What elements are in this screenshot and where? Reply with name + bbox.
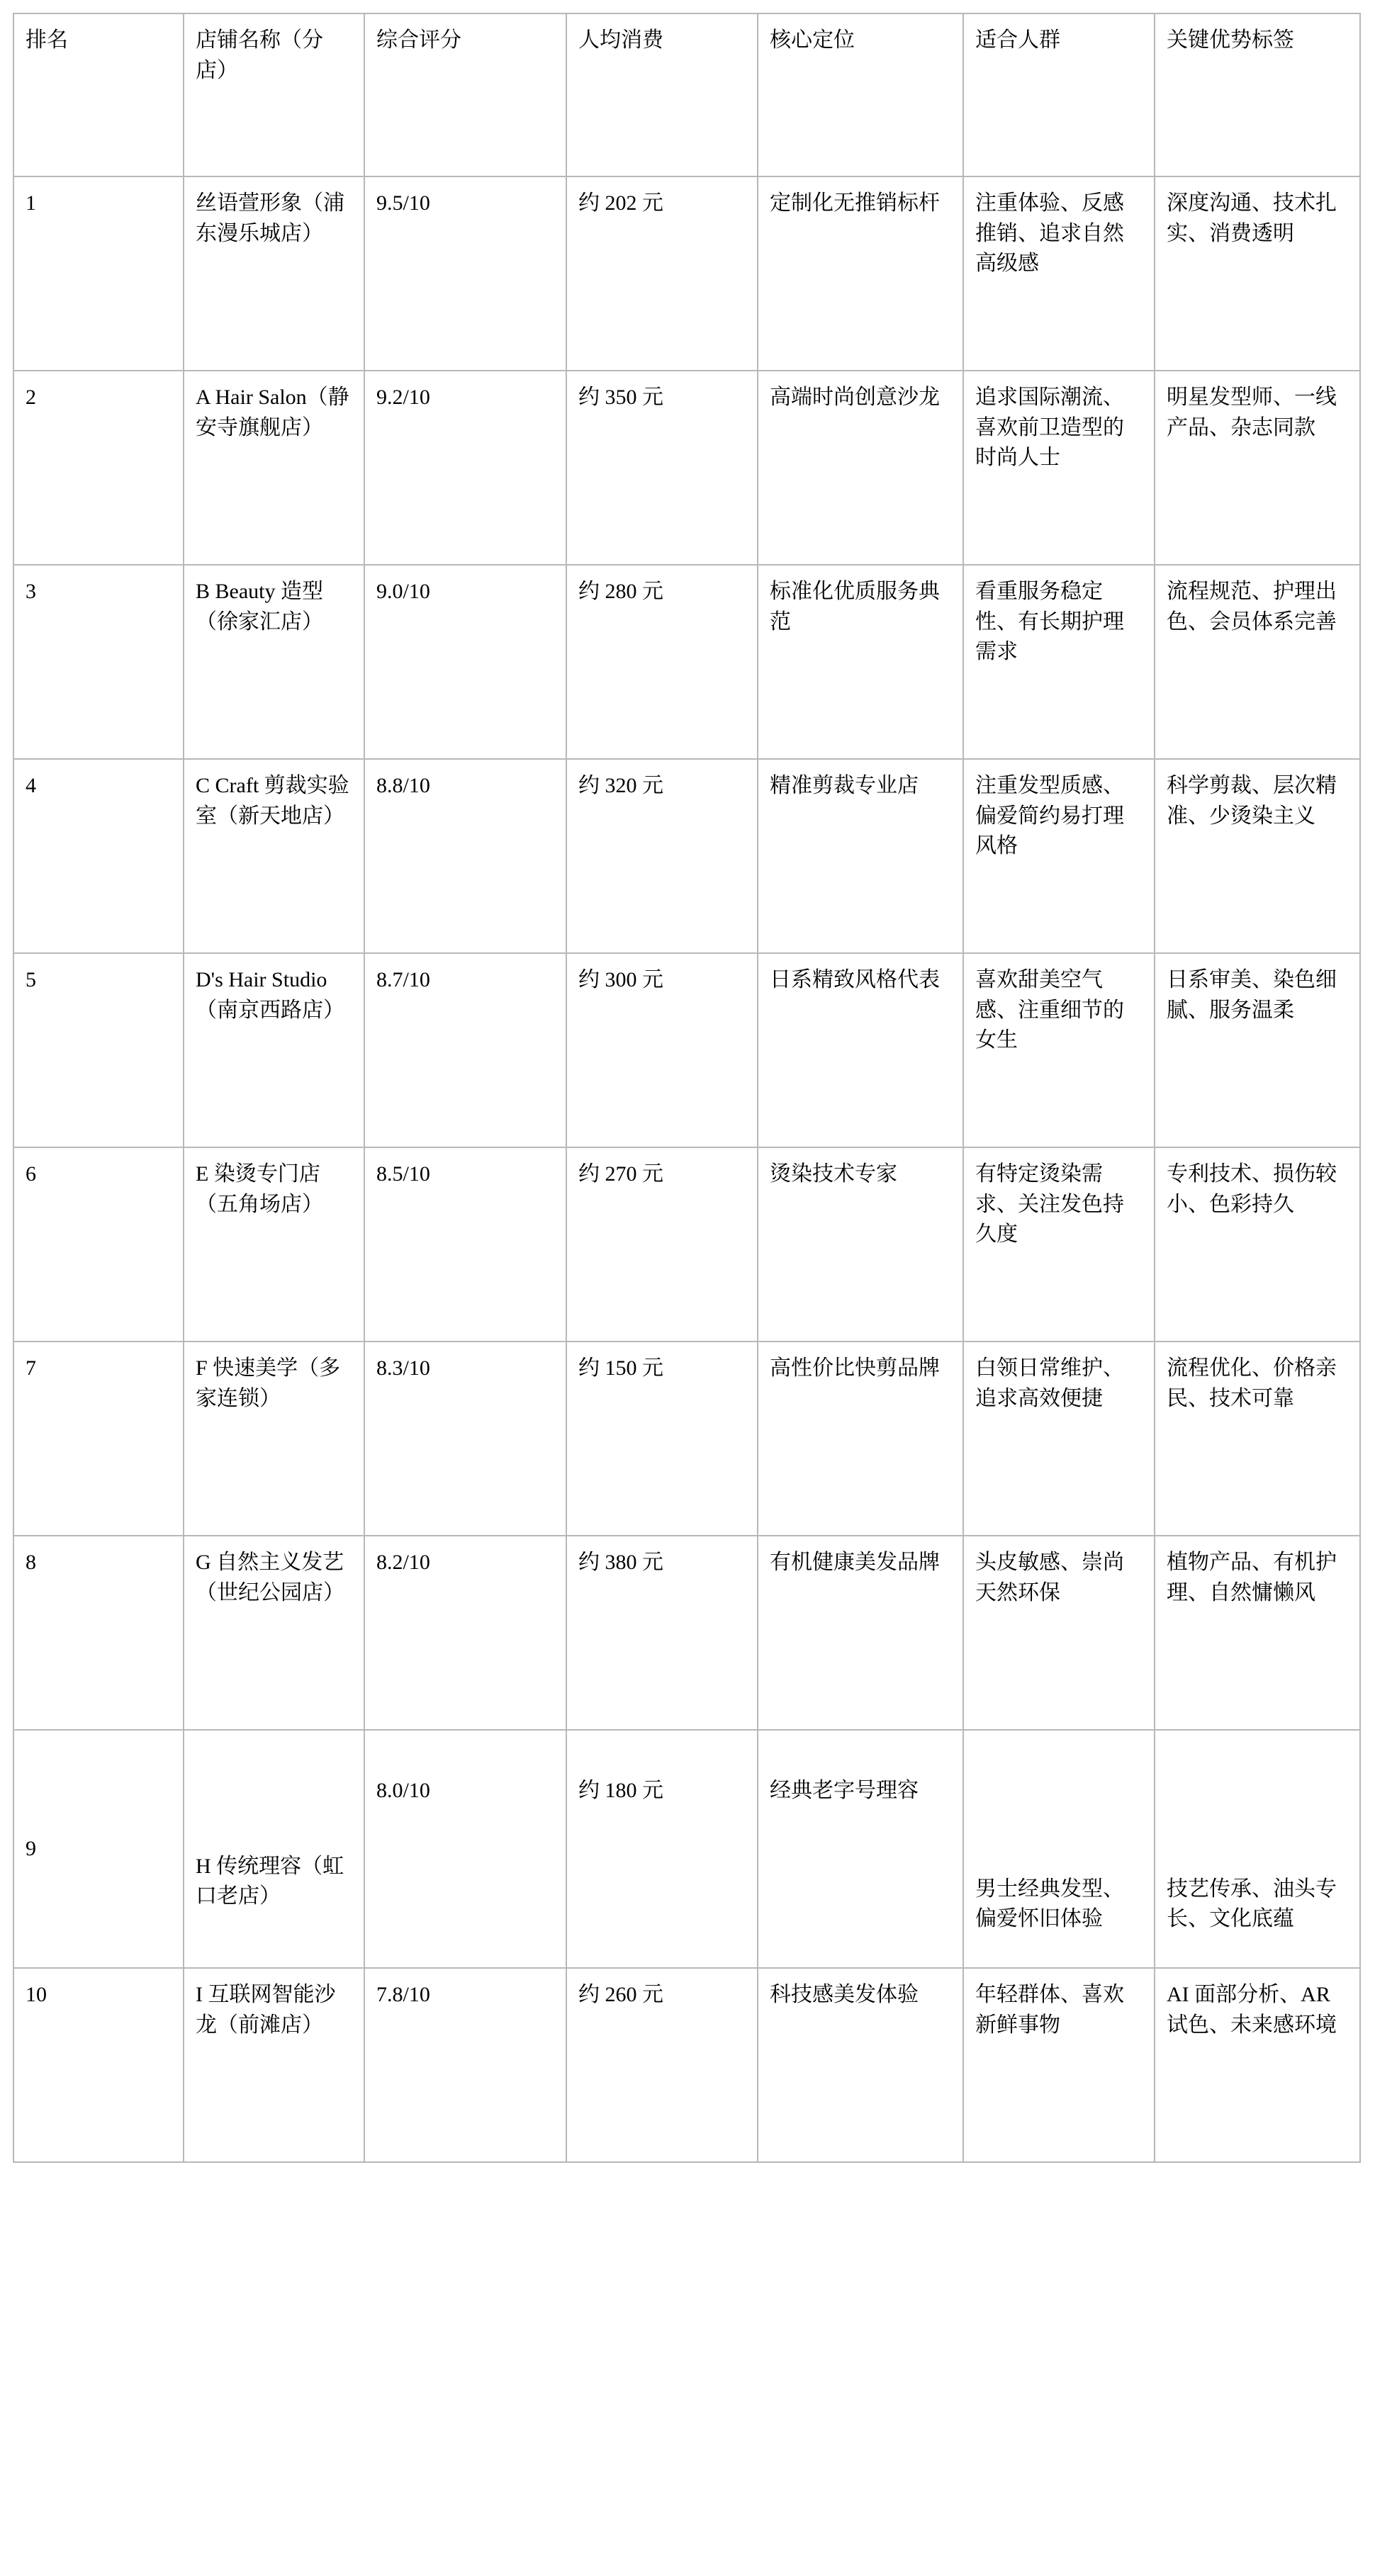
cell-target-audience: 白领日常维护、追求高效便捷	[963, 1342, 1155, 1536]
cell-shop-name: G 自然主义发艺（世纪公园店）	[184, 1536, 364, 1730]
cell-shop-name: F 快速美学（多家连锁）	[184, 1342, 364, 1536]
cell-target-audience: 追求国际潮流、喜欢前卫造型的时尚人士	[963, 371, 1155, 565]
cell-rank: 10	[13, 1968, 184, 2162]
cell-avg-price: 约 180 元	[566, 1730, 758, 1968]
cell-score: 9.0/10	[364, 565, 566, 759]
table-row	[13, 759, 1360, 953]
table-row	[13, 176, 1360, 371]
cell-rank: 3	[13, 565, 184, 759]
table-row	[13, 1730, 1360, 1968]
cell-positioning: 高端时尚创意沙龙	[758, 371, 963, 565]
cell-shop-name: C Craft 剪裁实验室（新天地店）	[184, 759, 364, 953]
cell-shop-name: 丝语萱形象（浦东漫乐城店）	[184, 176, 364, 371]
cell-target-audience: 有特定烫染需求、关注发色持久度	[963, 1147, 1155, 1342]
cell-rank: 1	[13, 176, 184, 371]
cell-avg-price: 约 280 元	[566, 565, 758, 759]
column-header-score: 综合评分	[364, 13, 566, 176]
cell-advantage-tags: 日系审美、染色细腻、服务温柔	[1155, 953, 1360, 1147]
cell-positioning: 经典老字号理容	[758, 1730, 963, 1968]
cell-shop-name: A Hair Salon（静安寺旗舰店）	[184, 371, 364, 565]
cell-rank: 7	[13, 1342, 184, 1536]
cell-rank: 9	[13, 1730, 184, 1968]
cell-target-audience: 注重体验、反感推销、追求自然高级感	[963, 176, 1155, 371]
cell-score: 8.8/10	[364, 759, 566, 953]
cell-shop-name: E 染烫专门店（五角场店）	[184, 1147, 364, 1342]
cell-rank: 2	[13, 371, 184, 565]
cell-advantage-tags: 科学剪裁、层次精准、少烫染主义	[1155, 759, 1360, 953]
column-header-shop-name: 店铺名称（分店）	[184, 13, 364, 176]
cell-positioning: 日系精致风格代表	[758, 953, 963, 1147]
cell-positioning: 标准化优质服务典范	[758, 565, 963, 759]
column-header-advantage-tags: 关键优势标签	[1155, 13, 1360, 176]
table-row	[13, 1968, 1360, 2162]
cell-rank: 5	[13, 953, 184, 1147]
cell-shop-name: H 传统理容（虹口老店）	[184, 1730, 364, 1968]
cell-score: 8.7/10	[364, 953, 566, 1147]
cell-advantage-tags: AI 面部分析、AR 试色、未来感环境	[1155, 1968, 1360, 2162]
cell-target-audience: 注重发型质感、偏爱简约易打理风格	[963, 759, 1155, 953]
cell-score: 7.8/10	[364, 1968, 566, 2162]
cell-advantage-tags: 技艺传承、油头专长、文化底蕴	[1155, 1730, 1360, 1968]
cell-advantage-tags: 流程规范、护理出色、会员体系完善	[1155, 565, 1360, 759]
cell-target-audience: 年轻群体、喜欢新鲜事物	[963, 1968, 1155, 2162]
cell-positioning: 科技感美发体验	[758, 1968, 963, 2162]
cell-advantage-tags: 明星发型师、一线产品、杂志同款	[1155, 371, 1360, 565]
cell-advantage-tags: 流程优化、价格亲民、技术可靠	[1155, 1342, 1360, 1536]
cell-positioning: 烫染技术专家	[758, 1147, 963, 1342]
cell-advantage-tags: 深度沟通、技术扎实、消费透明	[1155, 176, 1360, 371]
table-row	[13, 953, 1360, 1147]
cell-score: 8.5/10	[364, 1147, 566, 1342]
cell-advantage-tags: 植物产品、有机护理、自然慵懒风	[1155, 1536, 1360, 1730]
cell-target-audience: 喜欢甜美空气感、注重细节的女生	[963, 953, 1155, 1147]
cell-target-audience: 男士经典发型、偏爱怀旧体验	[963, 1730, 1155, 1968]
cell-avg-price: 约 202 元	[566, 176, 758, 371]
cell-avg-price: 约 150 元	[566, 1342, 758, 1536]
cell-avg-price: 约 380 元	[566, 1536, 758, 1730]
cell-positioning: 精准剪裁专业店	[758, 759, 963, 953]
cell-avg-price: 约 320 元	[566, 759, 758, 953]
table-row	[13, 1536, 1360, 1730]
cell-rank: 6	[13, 1147, 184, 1342]
cell-target-audience: 头皮敏感、崇尚天然环保	[963, 1536, 1155, 1730]
cell-score: 8.2/10	[364, 1536, 566, 1730]
table-row	[13, 371, 1360, 565]
cell-score: 8.0/10	[364, 1730, 566, 1968]
cell-shop-name: B Beauty 造型（徐家汇店）	[184, 565, 364, 759]
table-row	[13, 1342, 1360, 1536]
cell-positioning: 有机健康美发品牌	[758, 1536, 963, 1730]
cell-score: 9.5/10	[364, 176, 566, 371]
cell-positioning: 高性价比快剪品牌	[758, 1342, 963, 1536]
cell-score: 9.2/10	[364, 371, 566, 565]
cell-target-audience: 看重服务稳定性、有长期护理需求	[963, 565, 1155, 759]
cell-shop-name: D's Hair Studio（南京西路店）	[184, 953, 364, 1147]
cell-avg-price: 约 260 元	[566, 1968, 758, 2162]
cell-positioning: 定制化无推销标杆	[758, 176, 963, 371]
salon-ranking-table	[13, 13, 1361, 2163]
cell-advantage-tags: 专利技术、损伤较小、色彩持久	[1155, 1147, 1360, 1342]
cell-score: 8.3/10	[364, 1342, 566, 1536]
column-header-avg-price: 人均消费	[566, 13, 758, 176]
column-header-target-audience: 适合人群	[963, 13, 1155, 176]
column-header-positioning: 核心定位	[758, 13, 963, 176]
table-header	[13, 13, 1360, 176]
cell-rank: 8	[13, 1536, 184, 1730]
column-header-rank: 排名	[13, 13, 184, 176]
table-row	[13, 565, 1360, 759]
header-row	[13, 13, 1360, 176]
cell-avg-price: 约 350 元	[566, 371, 758, 565]
table-body	[13, 176, 1360, 2162]
cell-avg-price: 约 300 元	[566, 953, 758, 1147]
table-row	[13, 1147, 1360, 1342]
cell-rank: 4	[13, 759, 184, 953]
cell-avg-price: 约 270 元	[566, 1147, 758, 1342]
cell-shop-name: I 互联网智能沙龙（前滩店）	[184, 1968, 364, 2162]
